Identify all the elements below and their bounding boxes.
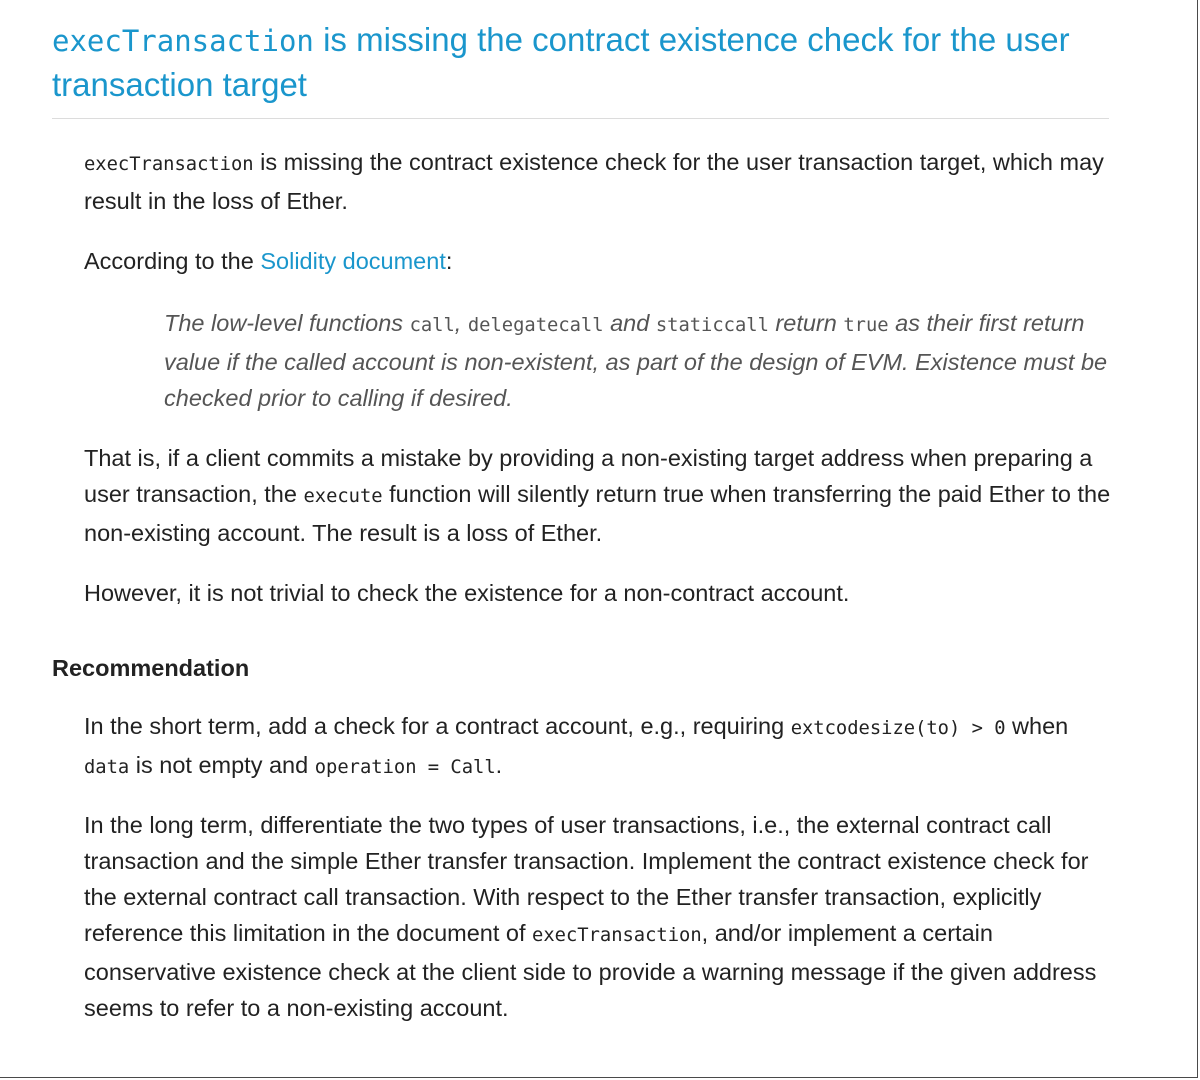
short-text-3: is not empty and — [129, 752, 315, 778]
solidity-quote — [164, 305, 1124, 416]
quote-text-3: and — [603, 310, 656, 336]
that-is-text-1: That is, if a client commits a mistake by providing a non-existing target address when preparing a user transaction, the — [84, 445, 1093, 507]
solidity-document-link[interactable]: Solidity document — [260, 248, 446, 274]
quote-text-1: The low-level functions — [164, 310, 410, 336]
quote-code-delegatecall: delegatecall — [467, 315, 604, 336]
title-divider — [52, 118, 1109, 119]
long-text-1: In the long term, differentiate the two types of user transactions, i.e., the external contract call transaction and the simple Ether transfer transaction. Implement the contract existence check for the external contract call transaction. With respect to the Ether transfer transaction, explicitly reference this limitation in the document of — [84, 812, 1089, 946]
according-after: : — [445, 248, 453, 274]
intro-paragraph — [84, 144, 1114, 219]
that-is-text-2: function will silently return true when transferring the paid Ether to the non-existing account. The result is a loss of Ether. — [84, 481, 1111, 546]
quote-code-call: call — [409, 315, 455, 336]
quote-code-true: true — [843, 315, 889, 336]
quote-text-2: , — [454, 310, 468, 336]
short-code-operation: operation = Call — [314, 757, 496, 778]
according-paragraph — [84, 243, 1114, 279]
quote-code-staticcall: staticcall — [655, 315, 769, 336]
according-before: According to the — [84, 248, 261, 274]
long-text-2: , and/or implement a certain conservative existence check at the client side to provide a warning message if the given address seems to refer to a non-existing account. — [84, 920, 1097, 1021]
that-is-code-execute: execute — [303, 486, 383, 507]
title-code: execTransaction — [52, 24, 314, 58]
finding-title — [52, 18, 1112, 107]
short-text-4: . — [495, 752, 503, 778]
short-term-paragraph — [84, 708, 1114, 786]
short-code-extcodesize: extcodesize(to) > 0 — [790, 718, 1006, 739]
short-text-2: when — [1005, 713, 1069, 739]
intro-code: execTransaction — [84, 154, 254, 175]
recommendation-heading: Recommendation — [52, 655, 250, 681]
intro-text: is missing the contract existence check for the user transaction target, which may result in the loss of Ether. — [84, 149, 1104, 214]
short-text-1: In the short term, add a check for a contract account, e.g., requiring — [84, 713, 791, 739]
short-code-data: data — [84, 757, 130, 778]
long-term-paragraph — [84, 807, 1114, 1026]
title-text: is missing the contract existence check for the user transaction target — [52, 21, 1070, 103]
long-code-exectransaction: execTransaction — [532, 925, 702, 946]
quote-text-5: as their first return value if the called account is non-existent, as part of the design of EVM. Existence must be checked prior to calling if desired. — [164, 310, 1108, 411]
quote-text-4: return — [768, 310, 844, 336]
however-paragraph: However, it is not trivial to check the existence for a non-contract account. — [84, 580, 850, 606]
that-is-paragraph — [84, 440, 1114, 551]
